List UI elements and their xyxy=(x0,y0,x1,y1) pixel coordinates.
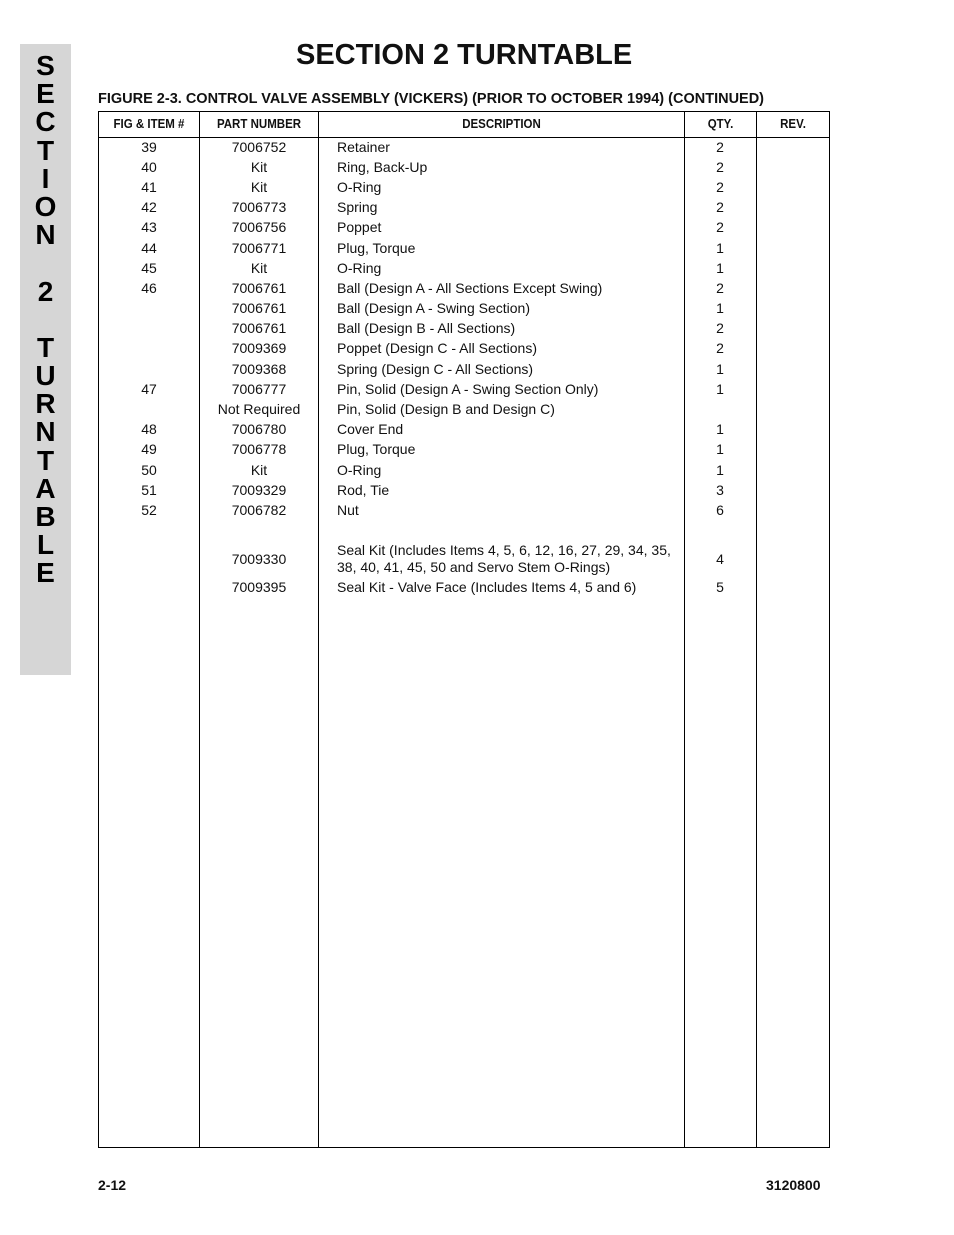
cell-part-number: 7006780 xyxy=(231,421,287,438)
cell-fig-item: 49 xyxy=(141,441,157,458)
cell-fig-item: 42 xyxy=(141,199,157,216)
table-row xyxy=(99,420,829,440)
side-tab-letter: S xyxy=(36,50,55,81)
cell-part-number: 7006761 xyxy=(231,279,287,296)
cell-fig-item xyxy=(99,541,199,578)
table-row xyxy=(99,399,829,419)
cell-qty: 2 xyxy=(716,320,724,337)
cell-description: Seal Kit - Valve Face (Includes Items 4, 5 and 6) xyxy=(337,579,637,596)
table-row xyxy=(99,541,829,578)
cell-fig-item xyxy=(99,578,199,598)
cell-part-number: 7006778 xyxy=(231,441,287,458)
cell-description: Ball (Design A - All Sections Except Swing) xyxy=(337,279,603,296)
cell-part-number: 7009395 xyxy=(231,579,287,596)
cell-qty: 6 xyxy=(716,501,724,518)
cell-part-number: 7006777 xyxy=(231,380,287,397)
table-row xyxy=(99,460,829,480)
cell-part-number: 7006771 xyxy=(231,239,287,256)
side-tab-letter: E xyxy=(36,78,55,110)
cell-qty: 3 xyxy=(716,481,724,498)
cell-qty: 2 xyxy=(716,340,724,357)
cell-qty: 2 xyxy=(716,178,724,195)
cell-part-number: 7009330 xyxy=(231,550,287,567)
table-row xyxy=(99,578,829,598)
cell-description: Nut xyxy=(337,501,359,518)
cell-description: Ball (Design A - Swing Section) xyxy=(337,300,530,317)
cell-fig-item: 39 xyxy=(141,138,157,155)
side-tab-letter: A xyxy=(35,472,56,504)
side-tab-letter: 2 xyxy=(37,275,54,307)
cell-description: O-Ring xyxy=(337,259,382,276)
table-row xyxy=(99,319,829,339)
header-rev: REV. xyxy=(780,117,806,131)
cell-description: Pin, Solid (Design B and Design C) xyxy=(337,401,555,418)
side-tab-letter: I xyxy=(41,162,50,194)
cell-fig-item: 48 xyxy=(141,421,157,438)
cell-fig-item: 44 xyxy=(141,239,157,256)
cell-description: Rod, Tie xyxy=(337,481,390,498)
cell-part-number: 7009329 xyxy=(231,481,287,498)
cell-description: Plug, Torque xyxy=(337,239,416,256)
side-tab-letter: L xyxy=(36,529,55,561)
cell-description: Ring, Back-Up xyxy=(337,158,428,175)
cell-fig-item: 47 xyxy=(141,380,157,397)
page-number: 2-12 xyxy=(98,1177,127,1193)
header-qty: QTY. xyxy=(707,117,734,131)
cell-description: O-Ring xyxy=(337,178,382,195)
cell-qty: 2 xyxy=(716,279,724,296)
cell-description: Retainer xyxy=(337,138,390,155)
cell-qty: 1 xyxy=(716,461,724,478)
table-row xyxy=(99,218,829,238)
section-title: SECTION 2 TURNTABLE xyxy=(296,39,633,71)
cell-fig-item: 51 xyxy=(141,481,157,498)
section-side-tab-letters xyxy=(20,52,71,588)
table-row xyxy=(99,157,829,177)
cell-fig-item xyxy=(99,299,199,319)
cell-qty: 1 xyxy=(716,380,724,397)
cell-fig-item: 43 xyxy=(141,219,157,236)
cell-qty: 1 xyxy=(716,421,724,438)
table-row xyxy=(99,137,829,157)
cell-qty: 4 xyxy=(716,550,724,567)
cell-part-number: Not Required xyxy=(217,401,301,418)
table-row xyxy=(99,177,829,197)
cell-description: Pin, Solid (Design A - Swing Section Only) xyxy=(337,380,599,397)
table-row xyxy=(99,258,829,278)
side-tab-letter: U xyxy=(35,360,56,392)
side-tab-letter xyxy=(20,306,71,334)
side-tab-letter: T xyxy=(36,134,55,166)
cell-fig-item: 46 xyxy=(141,279,157,296)
cell-fig-item xyxy=(99,319,199,339)
cell-part-number: 7006761 xyxy=(231,320,287,337)
cell-part-number: Kit xyxy=(250,178,268,195)
cell-qty: 1 xyxy=(716,360,724,377)
cell-fig-item xyxy=(99,399,199,419)
table-row xyxy=(99,359,829,379)
side-tab-letter: T xyxy=(36,331,55,363)
side-tab-letter: O xyxy=(34,190,57,222)
side-tab-letter: N xyxy=(35,416,56,448)
cell-description: Seal Kit (Includes Items 4, 5, 6, 12, 16, 27, 29, 34, 35, 38, 40, 41, 45, 50 and Servo Stem O-Rings) xyxy=(337,542,671,576)
table-row xyxy=(99,238,829,258)
cell-description: Poppet (Design C - All Sections) xyxy=(337,340,537,357)
parts-table xyxy=(98,111,830,1148)
cell-qty: 2 xyxy=(716,158,724,175)
cell-description: Plug, Torque xyxy=(337,441,416,458)
cell-fig-item xyxy=(99,359,199,379)
cell-qty: 1 xyxy=(716,300,724,317)
cell-part-number: Kit xyxy=(250,259,268,276)
side-tab-letter xyxy=(20,249,71,277)
table-row xyxy=(99,299,829,319)
table-body xyxy=(99,137,829,598)
cell-part-number: 7009369 xyxy=(231,340,287,357)
table-row xyxy=(99,198,829,218)
table-row xyxy=(99,379,829,399)
cell-qty xyxy=(685,399,755,419)
cell-description: Ball (Design B - All Sections) xyxy=(337,320,516,337)
cell-fig-item: 41 xyxy=(141,178,157,195)
cell-description: Spring xyxy=(337,199,378,216)
figure-title: FIGURE 2-3. CONTROL VALVE ASSEMBLY (VICKERS) (PRIOR TO OCTOBER 1994) (CONTINUED) xyxy=(98,91,765,107)
table-row xyxy=(99,440,829,460)
side-tab-letter: C xyxy=(35,106,56,138)
side-tab-letter: E xyxy=(36,557,55,589)
cell-fig-item: 45 xyxy=(141,259,157,276)
cell-qty: 1 xyxy=(716,441,724,458)
header-description: DESCRIPTION xyxy=(462,117,541,131)
cell-part-number: Kit xyxy=(250,461,268,478)
cell-fig-item: 50 xyxy=(141,461,157,478)
cell-qty: 1 xyxy=(716,259,724,276)
cell-qty: 2 xyxy=(716,199,724,216)
cell-part-number: Kit xyxy=(250,158,268,175)
cell-part-number: 7009368 xyxy=(231,360,287,377)
table-row xyxy=(99,278,829,298)
cell-description: Cover End xyxy=(337,421,404,438)
cell-part-number: 7006752 xyxy=(231,138,287,155)
cell-part-number: 7006773 xyxy=(231,199,287,216)
cell-qty: 5 xyxy=(716,579,724,596)
cell-description: Spring (Design C - All Sections) xyxy=(337,360,534,377)
side-tab-letter: N xyxy=(35,219,56,251)
table-row xyxy=(99,480,829,500)
cell-fig-item: 40 xyxy=(141,158,157,175)
cell-part-number: 7006761 xyxy=(231,300,287,317)
header-fig-item: FIG & ITEM # xyxy=(113,117,185,131)
cell-fig-item: 52 xyxy=(141,501,157,518)
side-tab-letter: B xyxy=(35,501,56,532)
side-tab-letter: T xyxy=(36,444,55,476)
side-tab-letter: R xyxy=(35,388,56,420)
document-number: 3120800 xyxy=(766,1177,821,1193)
cell-fig-item xyxy=(99,339,199,359)
cell-description: O-Ring xyxy=(337,461,382,478)
cell-qty: 1 xyxy=(716,239,724,256)
cell-qty: 2 xyxy=(716,219,724,236)
cell-part-number: 7006782 xyxy=(231,501,287,518)
cell-part-number: 7006756 xyxy=(231,219,287,236)
table-row xyxy=(99,500,829,520)
cell-description: Poppet xyxy=(337,219,382,236)
header-part-number: PART NUMBER xyxy=(216,117,302,131)
cell-qty: 2 xyxy=(716,138,724,155)
table-row xyxy=(99,339,829,359)
